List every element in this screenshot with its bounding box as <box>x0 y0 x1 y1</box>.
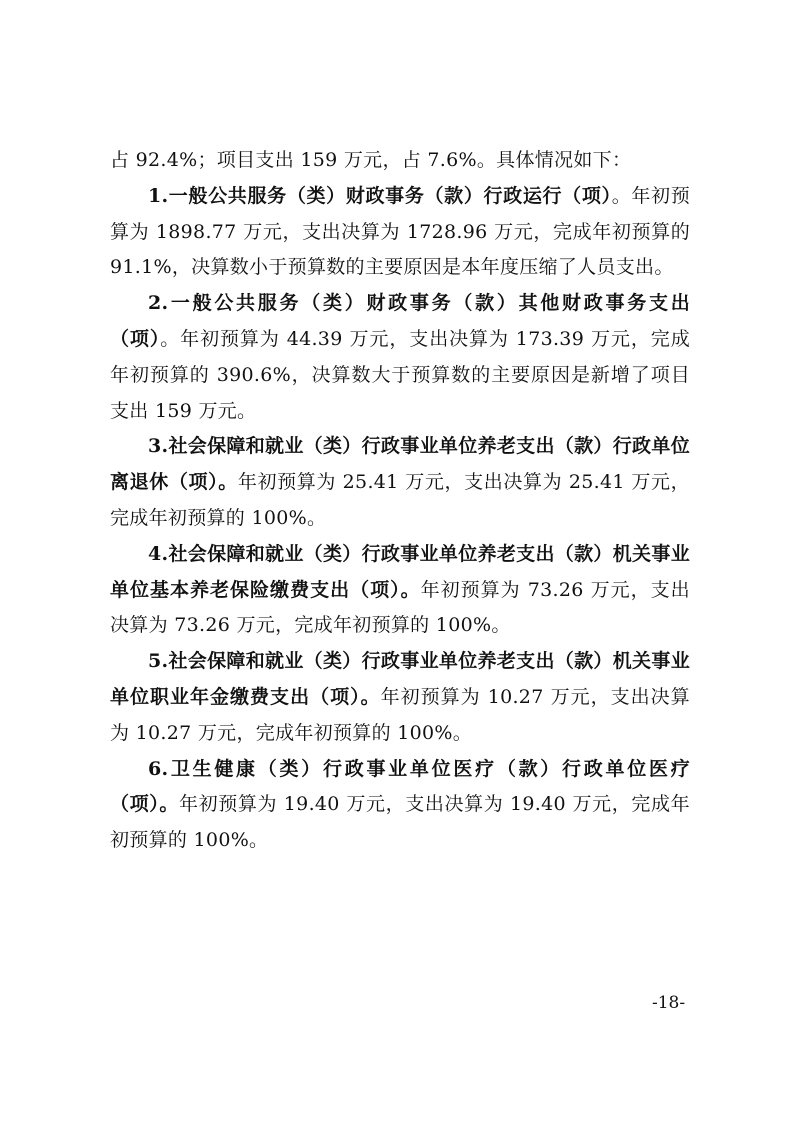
item-paragraph-5 <box>110 644 690 751</box>
item-paragraph-1 <box>110 179 690 286</box>
item-body-4: 年初预算为 73.26 万元，支出决算为 73.26 万元，完成年初预算的 100%。 <box>110 578 690 637</box>
page-number: -18- <box>652 993 686 1013</box>
item-body-6: 年初预算为 19.40 万元，支出决算为 19.40 万元，完成年初预算的 100%。 <box>110 793 690 852</box>
item-heading-3: 3.社会保障和就业（类）行政事业单位养老支出（款）行政单位离退休（项）。 <box>110 435 690 494</box>
item-heading-2: 2.一般公共服务（类）财政事务（款）其他财政事务支出（项） <box>110 292 690 350</box>
item-paragraph-2 <box>110 286 690 429</box>
item-heading-5: 5.社会保障和就业（类）行政事业单位养老支出（款）机关事业单位职业年金缴费支出（项）。 <box>110 650 690 708</box>
item-paragraph-3 <box>110 429 690 536</box>
intro-paragraph: 占 92.4%；项目支出 159 万元，占 7.6%。具体情况如下： <box>110 149 632 171</box>
item-paragraph-6 <box>110 752 690 859</box>
item-body-3: 年初预算为 25.41 万元，支出决算为 25.41 万元，完成年初预算的 100%。 <box>110 471 690 529</box>
item-body-1: 。年初预算为 1898.77 万元，支出决算为 1728.96 万元，完成年初预算的 91.1%，决算数小于预算数的主要原因是本年度压缩了人员支出。 <box>110 184 690 279</box>
item-heading-1: 1.一般公共服务（类）财政事务（款）行政运行（项） <box>148 184 612 207</box>
item-body-5: 年初预算为 10.27 万元，支出决算为 10.27 万元，完成年初预算的 100%。 <box>110 685 690 744</box>
item-heading-6: 6.卫生健康（类）行政事业单位医疗（款）行政单位医疗（项）。 <box>110 757 690 816</box>
body-text <box>110 143 690 859</box>
item-paragraph-4 <box>110 537 690 644</box>
item-heading-4: 4.社会保障和就业（类）行政事业单位养老支出（款）机关事业单位基本养老保险缴费支出（项）。 <box>110 542 690 601</box>
item-body-2: 。年初预算为 44.39 万元，支出决算为 173.39 万元，完成年初预算的 390.6%，决算数大于预算数的主要原因是新增了项目支出 159 万元。 <box>110 327 690 422</box>
